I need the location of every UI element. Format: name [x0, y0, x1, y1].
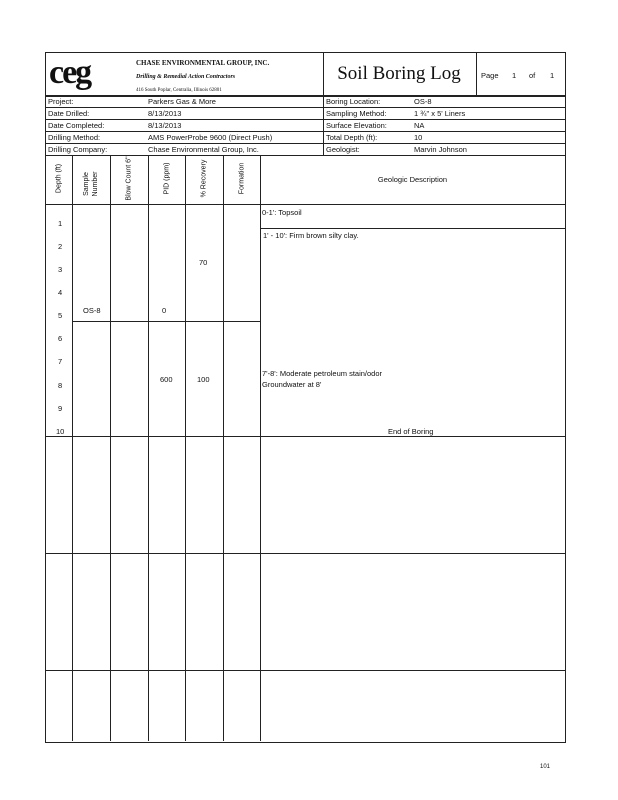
depth-10: 10	[56, 427, 65, 436]
recovery-value: 100	[197, 375, 210, 384]
page-label: Page	[481, 71, 499, 80]
page-total: 1	[550, 71, 555, 80]
date-drilled-value: 8/13/2013	[148, 109, 182, 118]
date-completed-label: Date Completed:	[48, 121, 105, 130]
depth-8: 8	[58, 381, 63, 390]
formation-column-header: Formation	[238, 162, 246, 195]
company-logo: ceg	[49, 54, 91, 91]
depth-column-header: Depth (ft)	[55, 163, 63, 194]
company-name: CHASE ENVIRONMENTAL GROUP, INC.	[136, 59, 270, 67]
depth-4: 4	[58, 288, 63, 297]
geologic-description-header: Geologic Description	[377, 175, 448, 184]
project-value: Parkers Gas & More	[148, 97, 216, 106]
page-of-label: of	[529, 71, 536, 80]
log-title: Soil Boring Log	[337, 63, 461, 84]
date-drilled-label: Date Drilled:	[48, 109, 90, 118]
description-silty-clay: 1' - 10': Firm brown silty clay.	[263, 231, 359, 240]
depth-1: 1	[58, 219, 63, 228]
company-tagline: Drilling & Remedial Action Contractors	[136, 74, 236, 80]
end-of-boring: End of Boring	[388, 427, 434, 436]
sampling-method-label: Sampling Method:	[326, 109, 387, 118]
company-address: 416 South Poplar, Centralia, Illinois 62801	[136, 88, 222, 93]
blow-count-column-header: Blow Count 6"	[125, 156, 133, 201]
footer-code: 101	[540, 764, 551, 770]
date-completed-value: 8/13/2013	[148, 121, 182, 130]
geologist-value: Marvin Johnson	[414, 145, 467, 154]
description-petroleum-stain: 7'-8': Moderate petroleum stain/odor	[262, 369, 383, 378]
drilling-company-value: Chase Environmental Group, Inc.	[148, 145, 259, 154]
depth-6: 6	[58, 334, 63, 343]
sample-number: OS-8	[83, 306, 101, 315]
surface-elevation-value: NA	[414, 121, 425, 130]
geologist-label: Geologist:	[326, 145, 360, 154]
boring-location-label: Boring Location:	[326, 97, 381, 106]
total-depth-label: Total Depth (ft):	[326, 133, 378, 142]
description-groundwater: Groundwater at 8'	[262, 380, 322, 389]
description-topsoil: 0-1': Topsoil	[262, 208, 302, 217]
pid-column-header: PID (ppm)	[163, 162, 171, 195]
depth-7: 7	[58, 357, 63, 366]
drilling-method-label: Drilling Method:	[48, 133, 101, 142]
boring-location-value: OS-8	[414, 97, 432, 106]
depth-2: 2	[58, 242, 63, 251]
sampling-method-value: 1 ¾" x 5' Liners	[414, 109, 466, 118]
page-number: 1	[512, 71, 517, 80]
pid-value: 600	[160, 375, 173, 384]
recovery-value: 70	[199, 258, 208, 267]
depth-3: 3	[58, 265, 63, 274]
depth-9: 9	[58, 404, 63, 413]
recovery-column-header: % Recovery	[200, 159, 208, 198]
depth-5: 5	[58, 311, 63, 320]
surface-elevation-label: Surface Elevation:	[326, 121, 387, 130]
project-label: Project:	[48, 97, 74, 106]
total-depth-value: 10	[414, 133, 423, 142]
sample-number-column-header: Sample Number	[83, 171, 99, 197]
pid-value: 0	[162, 306, 167, 315]
drilling-company-label: Drilling Company:	[48, 145, 108, 154]
drilling-method-value: AMS PowerProbe 9600 (Direct Push)	[148, 133, 273, 142]
